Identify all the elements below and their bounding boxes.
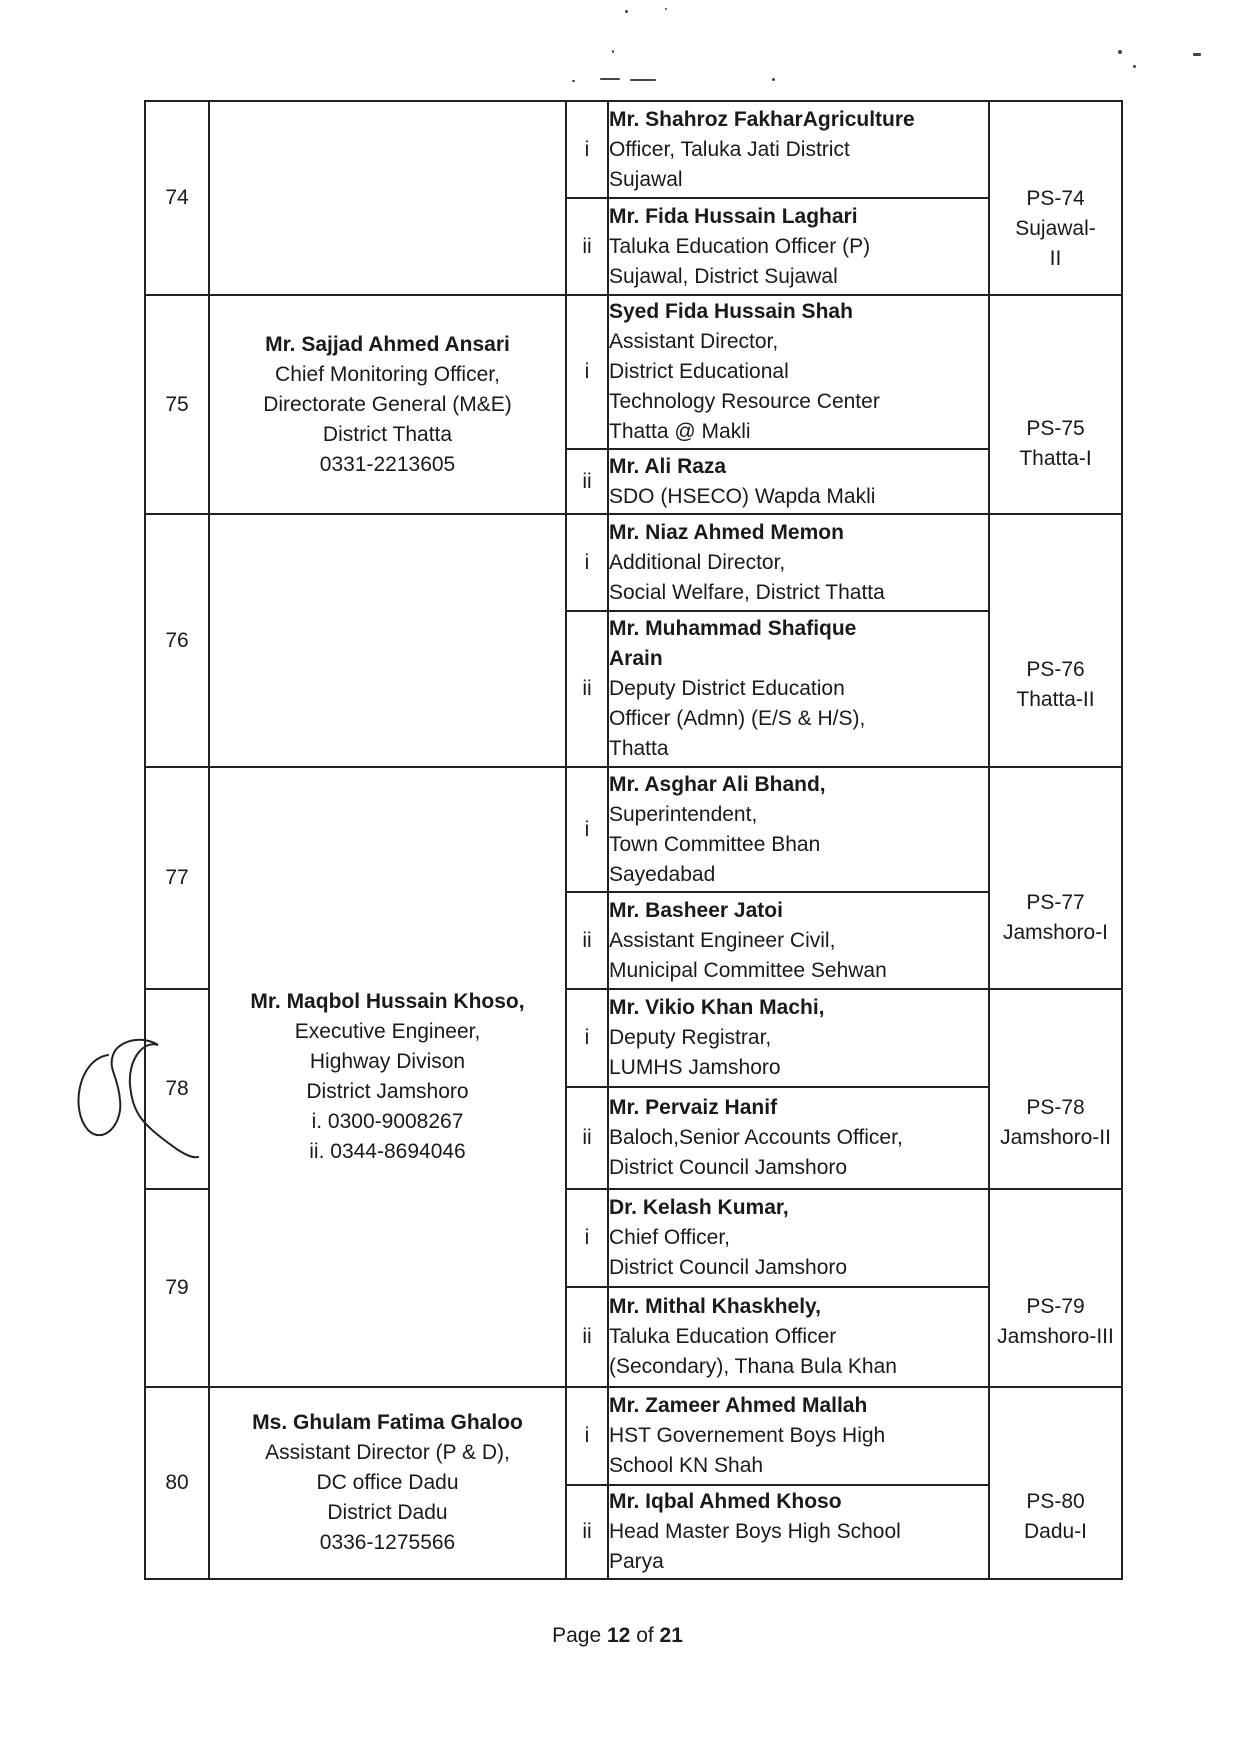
nominee-line: Social Welfare, District Thatta: [609, 580, 885, 604]
nominee-line: Head Master Boys High School: [609, 1520, 901, 1543]
nominee-line: (Secondary), Thana Bula Khan: [609, 1355, 897, 1378]
sub-index: ii: [566, 892, 608, 989]
nominee-detail: [608, 611, 989, 767]
constituency-cell: [989, 767, 1122, 989]
scan-artifacts: [0, 0, 1235, 100]
officer-line: Directorate General (M&E): [263, 392, 512, 416]
nominee-line: Assistant Engineer Civil,: [609, 928, 836, 952]
constituency-line: II: [1049, 247, 1062, 270]
constituency-line: Thatta-II: [1016, 688, 1095, 711]
serial-number: 75: [145, 295, 209, 514]
constituency-line: PS-80: [1026, 1490, 1085, 1513]
nominee-line: Deputy Registrar,: [609, 1026, 772, 1049]
officer-line: Assistant Director (P & D),: [265, 1441, 510, 1464]
officer-phone: ii. 0344-8694046: [309, 1140, 466, 1163]
constituency-line: Jamshoro-I: [1002, 921, 1109, 944]
constituency-line: PS-76: [1026, 658, 1085, 681]
sub-index: i: [566, 295, 608, 449]
serial-number: 76: [145, 514, 209, 767]
serial-number: 78: [145, 989, 209, 1189]
nominee-detail: [608, 1485, 989, 1579]
nominee-detail: [608, 449, 989, 514]
nominee-line: District Council Jamshoro: [609, 1256, 848, 1279]
nominee-line: Technology Resource Center: [609, 390, 880, 413]
nominee-line: Thatta @ Makli: [609, 420, 751, 443]
nominee-detail: [608, 514, 989, 611]
nominee-detail: [608, 767, 989, 892]
officer-cell: [209, 767, 566, 1387]
nominee-name: Mr. Ali Raza: [609, 454, 727, 478]
serial-number: 74: [145, 101, 209, 295]
officer-name: Ms. Ghulam Fatima Ghaloo: [252, 1411, 523, 1434]
nominee-name: Mr. Shahroz FakharAgriculture: [609, 107, 915, 131]
nominee-detail: [608, 989, 989, 1087]
sub-index: ii: [566, 611, 608, 767]
nominee-detail: [608, 198, 989, 295]
officer-line: Highway Divison: [309, 1050, 466, 1073]
nominee-detail: [608, 892, 989, 989]
nominee-line: Chief Officer,: [609, 1226, 730, 1249]
sub-index: ii: [566, 1087, 608, 1189]
page-label: Page: [552, 1624, 602, 1647]
nominee-name: Syed Fida Hussain Shah: [609, 300, 853, 323]
sub-index: i: [566, 989, 608, 1087]
serial-number: 77: [145, 767, 209, 989]
sub-index: i: [566, 1189, 608, 1287]
total-page-count: 21: [659, 1624, 683, 1647]
sub-index: ii: [566, 198, 608, 295]
nominee-name: Mr. Vikio Khan Machi,: [609, 996, 825, 1019]
table-row: [145, 295, 1122, 449]
table-row: [145, 101, 1122, 198]
nominee-line: Superintendent,: [609, 802, 758, 826]
officer-name: Mr. Maqbol Hussain Khoso,: [250, 990, 525, 1013]
constituency-cell: [989, 295, 1122, 514]
constituency-line: PS-77: [1026, 891, 1085, 914]
nominee-detail: [608, 1387, 989, 1485]
nominee-line: Baloch,Senior Accounts Officer,: [609, 1126, 903, 1149]
nominee-line: LUMHS Jamshoro: [609, 1056, 781, 1079]
officer-cell: [209, 101, 566, 295]
table-row: [145, 767, 1122, 892]
nominee-detail: [608, 295, 989, 449]
table-row: [145, 1387, 1122, 1485]
officer-line: Executive Engineer,: [294, 1020, 481, 1043]
constituency-line: PS-74 Sujawal-: [1015, 187, 1096, 240]
nominee-line: Parya: [609, 1550, 664, 1573]
sub-index: i: [566, 1387, 608, 1485]
officer-line: Chief Monitoring Officer,: [275, 362, 500, 386]
nominee-name: Mr. Pervaiz Hanif: [609, 1096, 778, 1119]
nominee-line: Taluka Education Officer: [609, 1325, 837, 1348]
nominee-line: District Council Jamshoro: [609, 1156, 848, 1179]
nominee-name: Mr. Iqbal Ahmed Khoso: [609, 1490, 842, 1513]
officer-line: District Jamshoro: [306, 1080, 469, 1103]
officer-phone: i. 0300-9008267: [311, 1110, 464, 1133]
sub-index: i: [566, 767, 608, 892]
constituency-line: Jamshoro-III: [997, 1325, 1114, 1348]
nominee-line: Additional Director,: [609, 550, 786, 574]
officer-cell: [209, 295, 566, 514]
nominee-name: Dr. Kelash Kumar,: [609, 1196, 789, 1219]
constituency-cell: [989, 1387, 1122, 1579]
serial-number: 79: [145, 1189, 209, 1387]
nominee-detail: [608, 1087, 989, 1189]
page-footer: [0, 1624, 1235, 1648]
officer-line: District Dadu: [327, 1501, 448, 1524]
constituency-line: PS-79: [1026, 1295, 1085, 1318]
nominee-name: Mr. Muhammad Shafique Arain: [609, 617, 857, 670]
nominee-line: Thatta: [609, 737, 669, 760]
nominee-line: HST Governement Boys High: [609, 1424, 886, 1447]
nominee-line: Assistant Director,: [609, 330, 779, 353]
nominee-name: Mr. Niaz Ahmed Memon: [609, 520, 844, 544]
constituency-cell: [989, 989, 1122, 1189]
nominee-line: Municipal Committee Sehwan: [609, 958, 887, 982]
nominee-line: Sayedabad: [609, 862, 716, 886]
constituency-line: Jamshoro-II: [1000, 1126, 1111, 1149]
officer-line: District Thatta: [322, 422, 453, 446]
nominee-line: School KN Shah: [609, 1454, 764, 1477]
nominee-line: District Educational: [609, 360, 789, 383]
constituency-cell: [989, 514, 1122, 767]
sub-index: i: [566, 101, 608, 198]
officer-phone: 0331-2213605: [319, 452, 456, 476]
serial-number: 80: [145, 1387, 209, 1579]
officer-phone: 0336-1275566: [319, 1531, 456, 1554]
constituency-cell: [989, 1189, 1122, 1387]
nominee-line: Taluka Education Officer (P): [609, 234, 871, 258]
nominee-name: Mr. Fida Hussain Laghari: [609, 204, 858, 228]
officer-name: Mr. Sajjad Ahmed Ansari: [265, 332, 510, 356]
sub-index: ii: [566, 449, 608, 514]
nominee-name: Mr. Asghar Ali Bhand,: [609, 772, 826, 796]
nominee-line: Sujawal, District Sujawal: [609, 264, 838, 288]
current-page-number: 12: [606, 1624, 631, 1647]
constituency-line: Dadu-I: [1023, 1520, 1088, 1543]
constituency-line: Thatta-I: [1019, 447, 1092, 470]
nominee-detail: [608, 101, 989, 198]
sub-index: ii: [566, 1485, 608, 1579]
handwritten-signature: [68, 1030, 208, 1160]
officer-line: DC office Dadu: [316, 1471, 459, 1494]
page-separator: of: [636, 1624, 654, 1647]
nominee-detail: [608, 1189, 989, 1287]
nominee-line: Town Committee Bhan: [609, 832, 821, 856]
sub-index: ii: [566, 1287, 608, 1387]
constituency-line: PS-75: [1026, 417, 1085, 440]
nominee-name: Mr. Basheer Jatoi: [609, 898, 783, 922]
table-row: [145, 514, 1122, 611]
nominee-line: Officer (Admn) (E/S & H/S),: [609, 707, 866, 730]
sub-index: i: [566, 514, 608, 611]
nominee-name: Mr. Mithal Khaskhely,: [609, 1295, 821, 1318]
nominee-name: Mr. Zameer Ahmed Mallah: [609, 1394, 868, 1417]
officer-assignment-table: [144, 100, 1123, 1580]
constituency-line: PS-78: [1026, 1096, 1085, 1119]
officer-cell: [209, 514, 566, 767]
constituency-cell: [989, 101, 1122, 295]
nominee-line: Sujawal: [609, 167, 683, 191]
nominee-line: SDO (HSECO) Wapda Makli: [609, 484, 876, 508]
officer-cell: [209, 1387, 566, 1579]
nominee-detail: [608, 1287, 989, 1387]
nominee-line: Officer, Taluka Jati District: [609, 137, 850, 161]
nominee-line: Deputy District Education: [609, 677, 845, 700]
